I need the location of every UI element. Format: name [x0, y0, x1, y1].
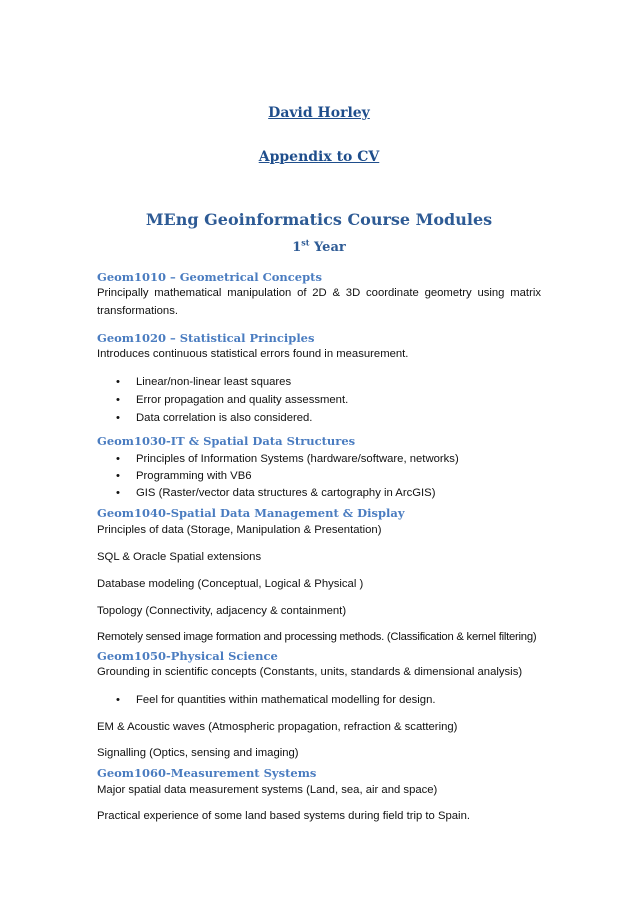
list-item-text: Linear/non-linear least squares — [136, 376, 292, 388]
year-number: 1 — [292, 240, 302, 255]
module-desc-geom1020: Introduces continuous statistical errors found in measurement. — [97, 348, 409, 360]
module-line: Signalling (Optics, sensing and imaging) — [97, 747, 299, 759]
author-name: David Horley — [268, 105, 370, 121]
module-title-geom1050: Geom1050-Physical Science — [97, 649, 278, 663]
module-line: SQL & Oracle Spatial extensions — [97, 551, 262, 563]
year-heading — [0, 237, 638, 255]
bullet-icon: • — [116, 453, 120, 465]
module-title-geom1020: Geom1020 – Statistical Principles — [97, 331, 315, 345]
bullet-icon: • — [116, 487, 120, 499]
year-word: Year — [314, 240, 346, 255]
year-ordinal: st — [301, 237, 310, 248]
bullet-icon: • — [116, 412, 120, 424]
module-desc-geom1010: Principally mathematical manipulation of 2D & 3D coordinate geometry using matrix transformations. — [97, 287, 541, 317]
module-line: Major spatial data measurement systems (Land, sea, air and space) — [97, 784, 438, 796]
list-item-text: Error propagation and quality assessment. — [136, 394, 349, 406]
module-line: Practical experience of some land based systems during field trip to Spain. — [97, 810, 470, 822]
list-item-text: GIS (Raster/vector data structures & cartography in ArcGIS) — [136, 487, 436, 499]
module-line: Topology (Connectivity, adjacency & containment) — [97, 605, 347, 617]
bullet-icon: • — [116, 694, 120, 706]
list-item-text: Data correlation is also considered. — [136, 412, 313, 424]
module-title-geom1010: Geom1010 – Geometrical Concepts — [97, 270, 322, 284]
list-item-text: Feel for quantities within mathematical modelling for design. — [136, 694, 436, 706]
module-title-geom1030: Geom1030-IT & Spatial Data Structures — [97, 434, 356, 448]
module-line: Remotely sensed image formation and processing methods. (Classification & kernel filtering) — [97, 631, 537, 643]
module-title-geom1060: Geom1060-Measurement Systems — [97, 766, 317, 780]
bullet-icon: • — [116, 376, 120, 388]
module-line: EM & Acoustic waves (Atmospheric propagation, refraction & scattering) — [97, 721, 458, 733]
list-item-text: Principles of Information Systems (hardware/software, networks) — [136, 453, 459, 465]
course-title: MEng Geoinformatics Course Modules — [145, 210, 493, 229]
module-line: Principles of data (Storage, Manipulation & Presentation) — [97, 524, 382, 536]
module-line: Database modeling (Conceptual, Logical & Physical ) — [97, 578, 364, 590]
list-item-text: Programming with VB6 — [136, 470, 252, 482]
document-subtitle: Appendix to CV — [258, 149, 380, 165]
module-desc-geom1050: Grounding in scientific concepts (Constants, units, standards & dimensional analysis) — [97, 666, 523, 678]
module-title-geom1040: Geom1040-Spatial Data Management & Display — [97, 506, 405, 520]
bullet-icon: • — [116, 394, 120, 406]
bullet-icon: • — [116, 470, 120, 482]
